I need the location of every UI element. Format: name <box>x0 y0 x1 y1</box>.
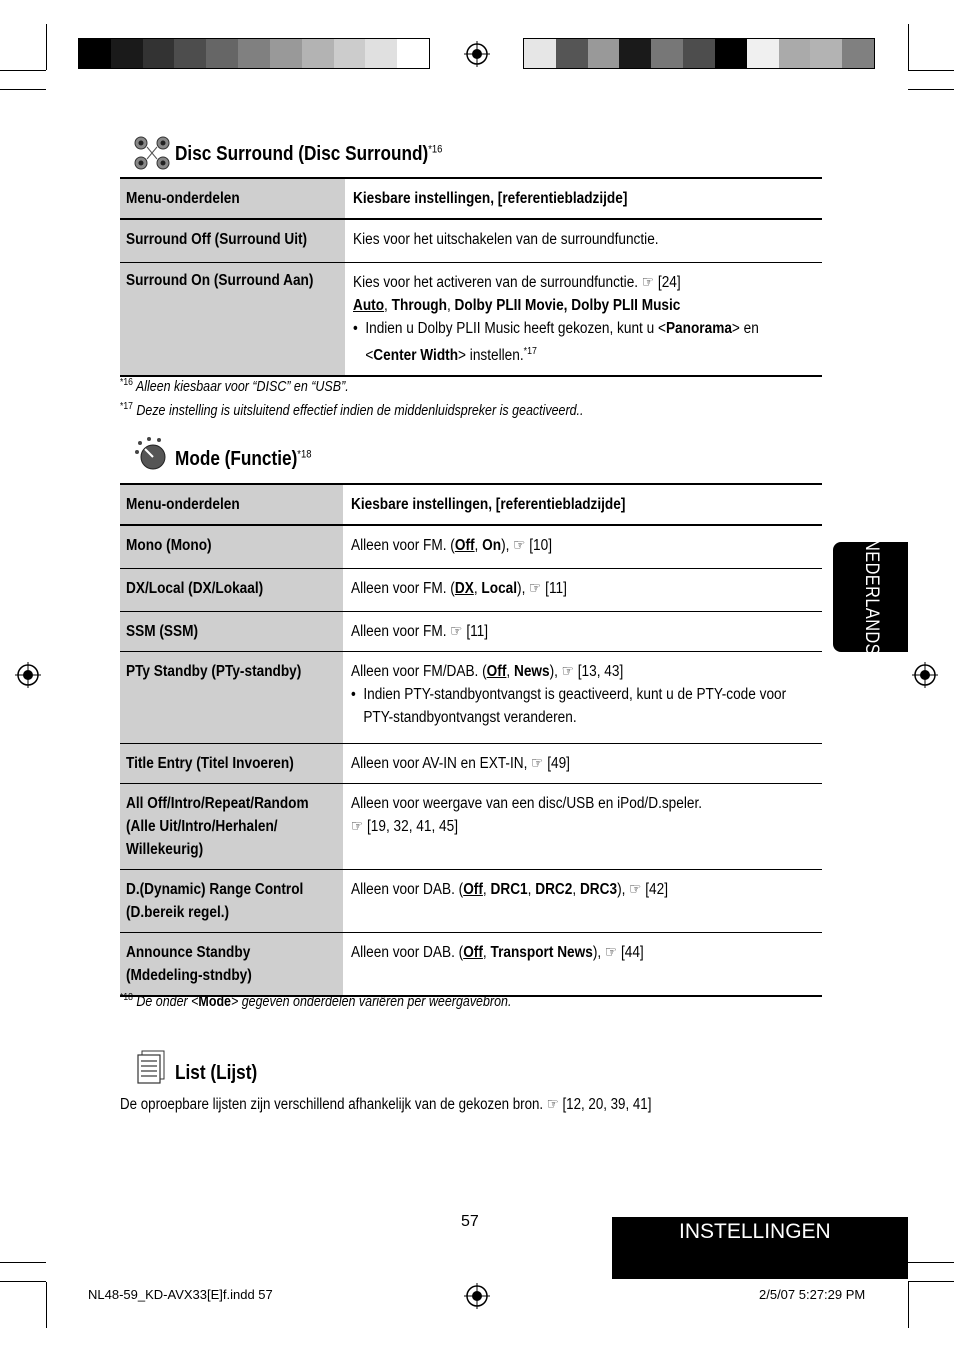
bullet-note: • Indien PTY-standbyontvangst is geactiveerd, kunt u de PTY-code voor PTY-standbyontvangst veranderen. <box>351 685 787 726</box>
menu-item-label: Mono (Mono) <box>126 537 212 554</box>
language-tab: NEDERLANDS <box>833 542 908 652</box>
color-swatch <box>365 39 397 68</box>
color-swatch <box>79 39 111 68</box>
footnote-18: $^{*18}$ De onder <Mode> gegeven onderdelen variëren per weergavebron. <box>120 992 512 1010</box>
column-header-menu-items: Menu-onderdelen <box>126 190 240 207</box>
color-swatch <box>334 39 366 68</box>
option-through: Through <box>391 296 447 314</box>
color-swatch <box>174 39 206 68</box>
footer-date: 2/5/07 5:27:29 PM <box>759 1287 866 1302</box>
table-row <box>120 932 822 996</box>
menu-item-label: D.(Dynamic) Range Control (D.bereik regel.) <box>126 880 304 921</box>
color-swatch <box>619 39 651 68</box>
color-swatch <box>842 39 874 68</box>
mode-knob-icon <box>132 436 170 472</box>
column-header-menu-items: Menu-onderdelen <box>126 496 240 513</box>
section-title-disc-surround: Disc Surround (Disc Surround)$^{*16}$ <box>175 143 443 165</box>
table-row <box>120 611 822 651</box>
setting-description: Alleen voor weergave van een disc/USB en iPod/D.speler. ☞ [19, 32, 41, 45] <box>351 794 703 835</box>
color-swatch <box>779 39 811 68</box>
table-row <box>120 525 822 568</box>
table-header-row <box>120 484 822 525</box>
color-swatch <box>270 39 302 68</box>
menu-item-label: All Off/Intro/Repeat/Random (Alle Uit/Intro/Herhalen/ Willekeurig) <box>126 794 309 858</box>
menu-item-label: PTy Standby (PTy-standby) <box>126 662 302 680</box>
section-label: INSTELLINGEN <box>679 1220 831 1243</box>
footnote-17: $^{*17}$ Deze instelling is uitsluitend effectief indien de middenluidspreker is geactiveerd.. <box>120 401 584 419</box>
setting-description: Alleen voor FM. ☞ [11] <box>351 622 489 640</box>
registration-mark-icon <box>912 662 938 688</box>
setting-description: Alleen voor DAB. (Off, Transport News), ☞ [44] <box>351 943 644 961</box>
section-label-bar <box>612 1217 908 1279</box>
color-swatch <box>651 39 683 68</box>
menu-item-label: SSM (SSM) <box>126 622 198 640</box>
color-calibration-bar-left <box>78 38 430 69</box>
color-swatch <box>143 39 175 68</box>
table-row <box>120 743 822 783</box>
menu-item-label: Surround On (Surround Aan) <box>126 271 314 289</box>
color-swatch <box>524 39 556 68</box>
section-title-list: List (Lijst) <box>175 1062 258 1084</box>
setting-description: Alleen voor AV-IN en EXT-IN, ☞ [49] <box>351 754 570 772</box>
registration-mark-icon <box>464 1283 490 1309</box>
footnote-16: $^{*16}$ Alleen kiesbaar voor “DISC” en “USB”. <box>120 377 349 395</box>
menu-item-label: Surround Off (Surround Uit) <box>126 231 308 248</box>
color-swatch <box>397 39 429 68</box>
setting-description: Alleen voor DAB. (Off, DRC1, DRC2, DRC3), ☞ [42] <box>351 880 668 898</box>
setting-description: Kies voor het activeren van de surroundfunctie. ☞ [24] Auto, Through, Dolby PLII Movie, Dolby PLII Music • Indien u Dolby PLII Music heeft gekozen, kunt u <Panorama> en <Center Width> instellen.$^{*17}$ <box>353 271 818 367</box>
color-swatch <box>302 39 334 68</box>
table-row <box>120 869 822 932</box>
speakers-icon <box>133 135 171 171</box>
section-title-mode: Mode (Functie)$^{*18}$ <box>175 448 312 470</box>
color-swatch <box>111 39 143 68</box>
table-row <box>120 219 822 262</box>
column-header-settings: Kiesbare instellingen, [referentiebladzijde] <box>351 496 626 513</box>
footer-file: NL48-59_KD-AVX33[E]f.indd 57 <box>88 1287 273 1302</box>
setting-description: Kies voor het uitschakelen van de surroundfunctie. <box>352 231 659 248</box>
table-header-row <box>120 178 822 219</box>
table-row <box>120 783 822 869</box>
bullet-note: • Indien u Dolby PLII Music heeft gekozen, kunt u <Panorama> en <Center Width> instellen.$^{*17}$ <box>352 319 759 364</box>
setting-description: Alleen voor FM. (DX, Local), ☞ [11] <box>351 579 567 597</box>
setting-description: Alleen voor FM/DAB. (Off, News), ☞ [13, 43] • Indien PTY-standbyontvangst is geactiveerd, kunt u de PTY-code voor PTY-standbyontvangst veranderen. <box>351 660 817 729</box>
option-dolby-pl2: Dolby PLII Movie, Dolby PLII Music <box>454 296 681 314</box>
table-row <box>120 568 822 611</box>
color-calibration-bar-right <box>523 38 875 69</box>
menu-item-label: Title Entry (Titel Invoeren) <box>126 754 294 772</box>
page-number: 57 <box>461 1213 479 1230</box>
disc-surround-table <box>120 177 822 377</box>
color-swatch <box>747 39 779 68</box>
table-row <box>120 262 822 376</box>
color-swatch <box>810 39 842 68</box>
option-auto: Auto <box>352 296 385 314</box>
column-header-settings: Kiesbare instellingen, [referentiebladzijde] <box>352 190 628 207</box>
table-row <box>120 651 822 743</box>
color-swatch <box>683 39 715 68</box>
color-swatch <box>556 39 588 68</box>
registration-mark-icon <box>464 41 490 67</box>
menu-item-label: DX/Local (DX/Lokaal) <box>126 579 264 597</box>
color-swatch <box>715 39 747 68</box>
menu-item-label: Announce Standby (Mdedeling-stndby) <box>126 943 252 984</box>
color-swatch <box>588 39 620 68</box>
list-icon <box>136 1049 168 1085</box>
registration-mark-icon <box>15 662 41 688</box>
color-swatch <box>238 39 270 68</box>
mode-table <box>120 483 822 997</box>
list-description: De oproepbare lijsten zijn verschillend afhankelijk van de gekozen bron. ☞ [12, 20, 39, 41] <box>120 1096 652 1113</box>
color-swatch <box>206 39 238 68</box>
setting-description: Alleen voor FM. (Off, On), ☞ [10] <box>351 537 552 554</box>
